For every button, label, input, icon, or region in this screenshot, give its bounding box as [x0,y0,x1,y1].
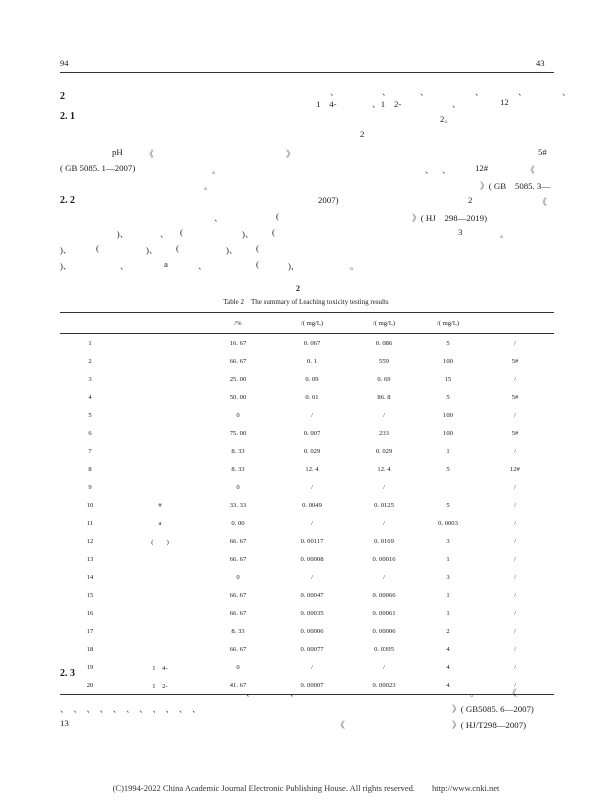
cell [120,442,200,460]
cell [120,406,200,424]
cell: 5 [446,501,450,509]
cell: / [311,519,313,527]
text-span: 、 [160,229,169,239]
cell: 4 [446,645,450,653]
text-span: 2。 [440,114,454,124]
cell: 5 [88,411,92,419]
cell: 4 [88,393,92,401]
table-caption-number: 2 [296,284,300,293]
text-span: ( [96,243,99,253]
text-span: 、 [120,261,129,271]
cell: 10 [86,501,94,509]
cell: 20 [86,681,94,689]
cell: 15 [444,375,452,383]
mark: 、 [518,87,527,97]
table-row [60,604,554,622]
text-span: )， [288,261,300,271]
cell: 0. 69 [377,375,391,383]
cell: 8. 33 [231,465,245,473]
text-span: )、 [146,245,158,255]
text-span: 、 [442,165,451,175]
cell: 1 [88,339,92,347]
cell: 12# [510,465,520,473]
mark: 、 [382,87,391,97]
table-row [60,676,554,695]
table-row [60,532,554,550]
cell: / [514,447,516,455]
table-row [60,640,554,658]
text-span: 。 [500,229,509,239]
cell: 0. 007 [303,429,321,437]
header-cell [476,313,554,334]
cell: # [158,501,162,509]
table-row [60,442,554,460]
cell [120,370,200,388]
cell: / [514,681,516,689]
text-span: 。 [212,165,221,175]
text-span: 2007) [318,195,339,205]
cell [120,604,200,622]
cell: 5# [511,357,519,365]
cell: / [514,339,516,347]
cell: 1 [446,447,450,455]
cell: 1 [446,591,450,599]
cell: 5# [511,429,519,437]
table-row [60,622,554,640]
text-span: 、 [290,688,299,698]
cell: 7 [88,447,92,455]
section-2-heading: 2 [60,91,65,102]
section-2-2-heading: 2. 2 [60,195,75,206]
cell: 86. 8 [377,393,391,401]
cell: 0. 00117 [300,537,324,545]
cell: 0. 00047 [300,591,324,599]
cell [120,388,200,406]
section-2-1-heading: 2. 1 [60,111,75,122]
cell: 1 2- [152,683,168,690]
cell [120,640,200,658]
text-span: pH [112,147,123,157]
cell: / [514,627,516,635]
cell [120,550,200,568]
cell [120,568,200,586]
table-caption-english: Table 2 The summary of Leaching toxicity testing results [223,298,389,306]
cell: 0. 00016 [372,555,396,563]
cell: 0. 0049 [302,501,322,509]
cell: / [514,501,516,509]
text-span: 《 [538,197,547,207]
text-span: 、 [452,99,461,109]
text-span: 、 [246,688,255,698]
cell: / [311,483,313,491]
cell: 5 [446,339,450,347]
cell: / [514,573,516,581]
header-cell: /( mg/L) [300,319,324,327]
cell: 12 [86,537,94,545]
cell: / [514,537,516,545]
page-number-left: 94 [60,58,69,68]
table-row [60,388,554,406]
cell: / [514,411,516,419]
text-span: ( [276,211,279,221]
text-span: 、 、 、 、 、 、 、 、 、 、 、 [60,704,201,714]
cell: ( ) [151,539,169,546]
cell: 6 [88,429,92,437]
cell: 8 [88,465,92,473]
text-span: 《 [526,165,535,175]
header-cell [60,313,120,334]
cell: 8. 33 [231,627,245,635]
cell: / [514,645,516,653]
cell: 0 [236,483,240,491]
cell: 13 [86,555,94,563]
cell [120,586,200,604]
cell [120,622,200,640]
cell: 2 [88,357,92,365]
text-span: 。 [350,261,359,271]
text-span: 》( HJ 298—2019) [412,213,488,223]
text-span: 《 [508,688,517,698]
mark: 、 [562,87,571,97]
cell: 0. 0003 [438,519,458,527]
table-row [60,550,554,568]
cell [420,478,476,496]
text-span: 》( GB5085. 6—2007) [452,704,534,714]
cell: 0. 00077 [300,645,324,653]
table-row [60,478,554,496]
cell: 0. 029 [375,447,393,455]
cell: 233 [379,429,389,437]
text-span: 《 [145,149,154,159]
header-cell: /( mg/L) [436,319,460,327]
text-span: 2 [360,129,365,139]
cell: 559 [379,357,389,365]
cell: / [383,663,385,671]
cell: 100 [443,411,453,419]
cell: 0. 0125 [374,501,394,509]
cell: 3 [446,573,450,581]
table-row [60,424,554,442]
cell: 25. 00 [229,375,247,383]
cell [120,334,200,353]
cell: / [514,663,516,671]
cell: 3 [88,375,92,383]
copyright-footer: (C)1994-2022 China Academic Journal Electronic Publishing House. All rights reserved. http://www.cnki.net [112,783,500,793]
cell: 0. 029 [303,447,321,455]
text-span: 》( HJ/T298—2007) [452,720,527,730]
cell: 0. 067 [303,339,321,347]
table-header-row [60,313,554,334]
text-span: 、1 2- [372,99,402,109]
cell: 0. 00006 [300,627,324,635]
cell: 19 [86,663,94,671]
mark: 、 [475,87,484,97]
cell: 16. 67 [229,339,247,347]
text-span: 1 4- [316,99,337,109]
cell: 14 [86,573,94,581]
cell: 1 [446,609,450,617]
cell [120,352,200,370]
cell [120,424,200,442]
text-span: 》( GB 5085. 3— [480,181,551,191]
table-row [60,352,554,370]
section-2-3-heading: 2. 3 [60,668,75,679]
cell: / [383,483,385,491]
cell: 66. 67 [229,645,247,653]
cell: 8. 33 [231,447,245,455]
table-row [60,496,554,514]
header-cell [120,313,200,334]
cell: 0. 00066 [372,591,396,599]
mark: 、 [420,87,429,97]
table-row [60,460,554,478]
cell: 1 4- [152,665,168,672]
cell: 0. 00008 [300,555,324,563]
table-row [60,658,554,676]
text-span: 5# [538,147,547,157]
table-row [60,370,554,388]
mark: 、 [330,87,339,97]
cell: 0. 00061 [372,609,396,617]
cell: 3 [446,537,450,545]
cell: 100 [443,357,453,365]
cell: 66. 67 [229,609,247,617]
cell: 0. 1 [307,357,317,365]
text-span: ( [176,243,179,253]
cell: / [311,663,313,671]
text-span: ( [272,227,275,237]
cell: 0. 086 [375,339,393,347]
cell: 5 [446,465,450,473]
cell: 50. 00 [229,393,247,401]
cell: / [514,483,516,491]
text-span: )、 [242,229,254,239]
cell: 1 [446,555,450,563]
cell: 0. 0395 [374,645,394,653]
text-span: 、 [425,165,434,175]
cell: / [514,519,516,527]
cell: / [383,519,385,527]
cell: / [514,375,516,383]
text-span: 12# [475,163,489,173]
cell: 100 [443,429,453,437]
text-span: ( GB 5085. 1—2007) [60,163,136,173]
text-span: )、 [226,245,238,255]
cell: 66. 67 [229,357,247,365]
table-row [60,514,554,532]
cell: 66. 67 [229,537,247,545]
cell: 0. 00007 [300,681,324,689]
text-span: )、 [60,245,72,255]
text-span: 13 [60,718,69,728]
leaching-toxicity-table [60,312,554,695]
cell: 0 [236,573,240,581]
cell: 0. 01 [305,393,319,401]
text-span: ( [256,243,259,253]
text-span: 2 [468,195,473,205]
table-row [60,334,554,353]
cell: 0. 00035 [300,609,324,617]
page-number-right: 43 [536,58,545,68]
cell: / [383,573,385,581]
cell: 12. 4 [377,465,391,473]
cell: 16 [86,609,94,617]
cell: 0 [236,411,240,419]
cell: 12. 4 [305,465,319,473]
text-span: )、 [108,229,129,239]
header-cell: /% [234,319,242,327]
cell: 11 [86,519,94,527]
text-span: 。 [204,181,213,191]
header-rule [60,72,554,73]
text-span: 、 [198,261,207,271]
cell: 5# [511,393,519,401]
text-span: ( [180,227,183,237]
text-span: 《 [336,720,345,730]
cell: / [514,591,516,599]
cell: 4 [446,663,450,671]
text-span: )、 [60,261,72,271]
cell: 17 [86,627,94,635]
table-row [60,406,554,424]
cell: 66. 67 [229,591,247,599]
cell: 0. 0169 [374,537,394,545]
cell: 0. 00023 [372,681,396,689]
cell: 9 [88,483,92,491]
text-span: 12 [500,97,509,107]
cell: 0. 00 [231,519,245,527]
cell: / [514,609,516,617]
text-span: 、 [214,213,223,223]
text-span: 3 [458,227,463,237]
cell: 18 [86,645,94,653]
text-span: 。 [470,688,479,698]
cell: / [514,555,516,563]
cell [120,460,200,478]
cell: 0. 09 [305,375,319,383]
cell: 0. 00006 [372,627,396,635]
header-cell: /( mg/L) [372,319,396,327]
text-span: 》 [286,149,295,159]
cell: 5 [446,393,450,401]
cell: 0 [236,663,240,671]
text-span: a [164,259,168,269]
cell [120,478,200,496]
cell: 33. 33 [229,501,247,509]
cell: / [311,573,313,581]
cell: 15 [86,591,94,599]
cell: a [158,519,162,527]
text-span: ( [256,259,259,269]
cell: 2 [446,627,450,635]
cell: / [383,411,385,419]
cell: / [311,411,313,419]
cell: 41. 67 [229,681,247,689]
cell: 66. 67 [229,555,247,563]
cell: 4 [446,681,450,689]
table-row [60,568,554,586]
table-row [60,586,554,604]
cell: 75. 00 [229,429,247,437]
